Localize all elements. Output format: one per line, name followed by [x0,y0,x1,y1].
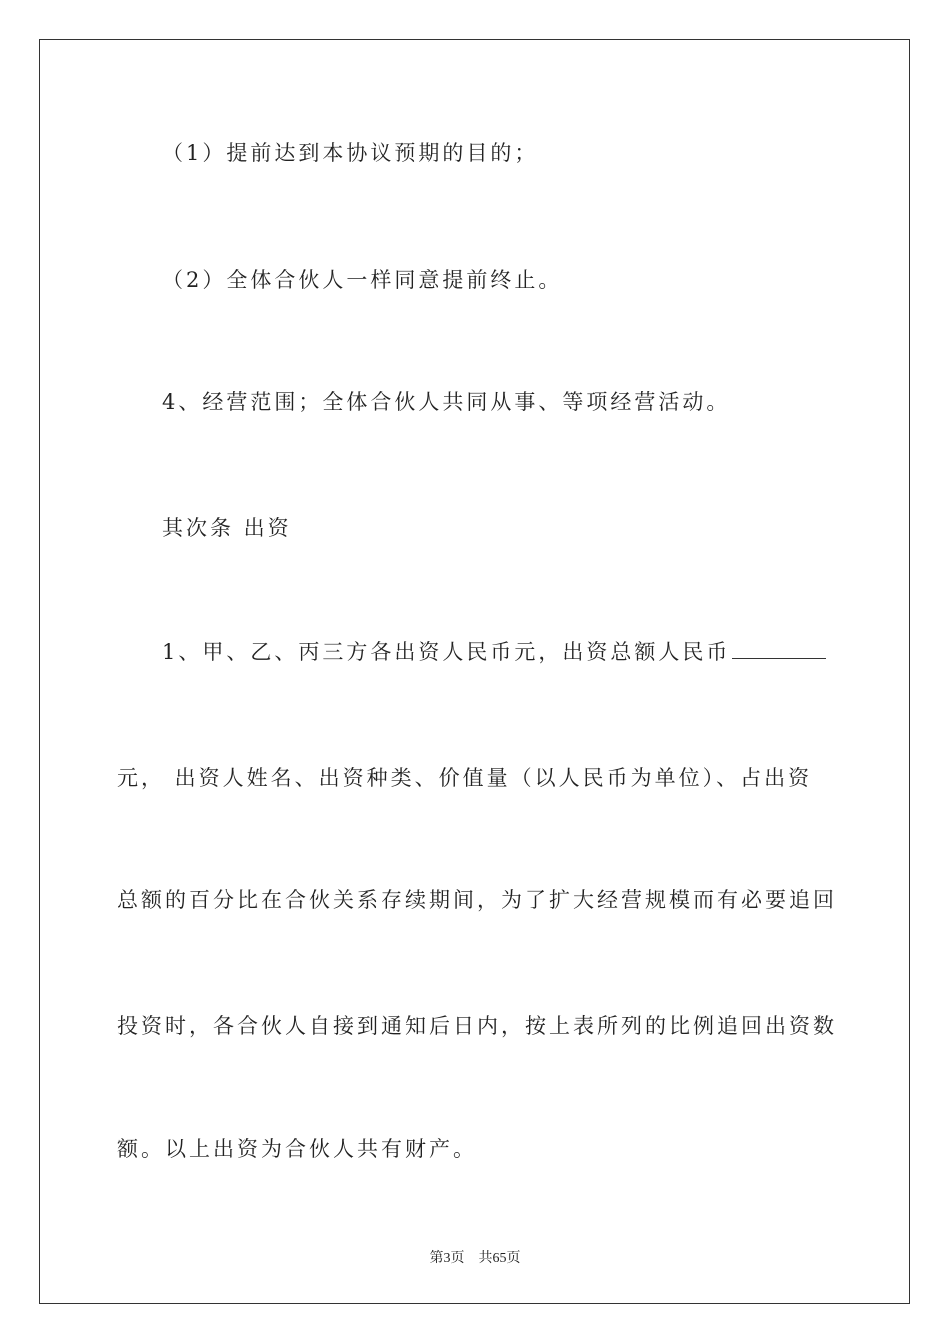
fill-in-blank [732,640,826,659]
paragraph-line-6: 元， 出资人姓名、出资种类、价值量（以人民币为单位）、占出资 [117,766,813,790]
paragraph-line-5-text: 1、甲、乙、丙三方各出资人民币元，出资总额人民币 [162,640,731,664]
section-heading: 其次条 出资 [162,516,292,540]
paragraph-line-3: 4、经营范围；全体合伙人共同从事、等项经营活动。 [162,390,731,414]
paragraph-line-2: （2）全体合伙人一样同意提前终止。 [162,268,563,292]
page-footer [0,1247,950,1267]
paragraph-line-9: 额。以上出资为合伙人共有财产。 [117,1137,477,1161]
paragraph-line-1: （1）提前达到本协议预期的目的； [162,141,539,165]
total-pages: 共65页 [478,1251,521,1266]
page-number: 第3页 [429,1251,465,1266]
paragraph-line-8: 投资时，各合伙人自接到通知后日内，按上表所列的比例追回出资数 [117,1014,837,1038]
paragraph-line-7: 总额的百分比在合伙关系存续期间，为了扩大经营规模而有必要追回 [117,888,837,912]
paragraph-line-5 [162,636,826,666]
page-border [39,39,910,1304]
